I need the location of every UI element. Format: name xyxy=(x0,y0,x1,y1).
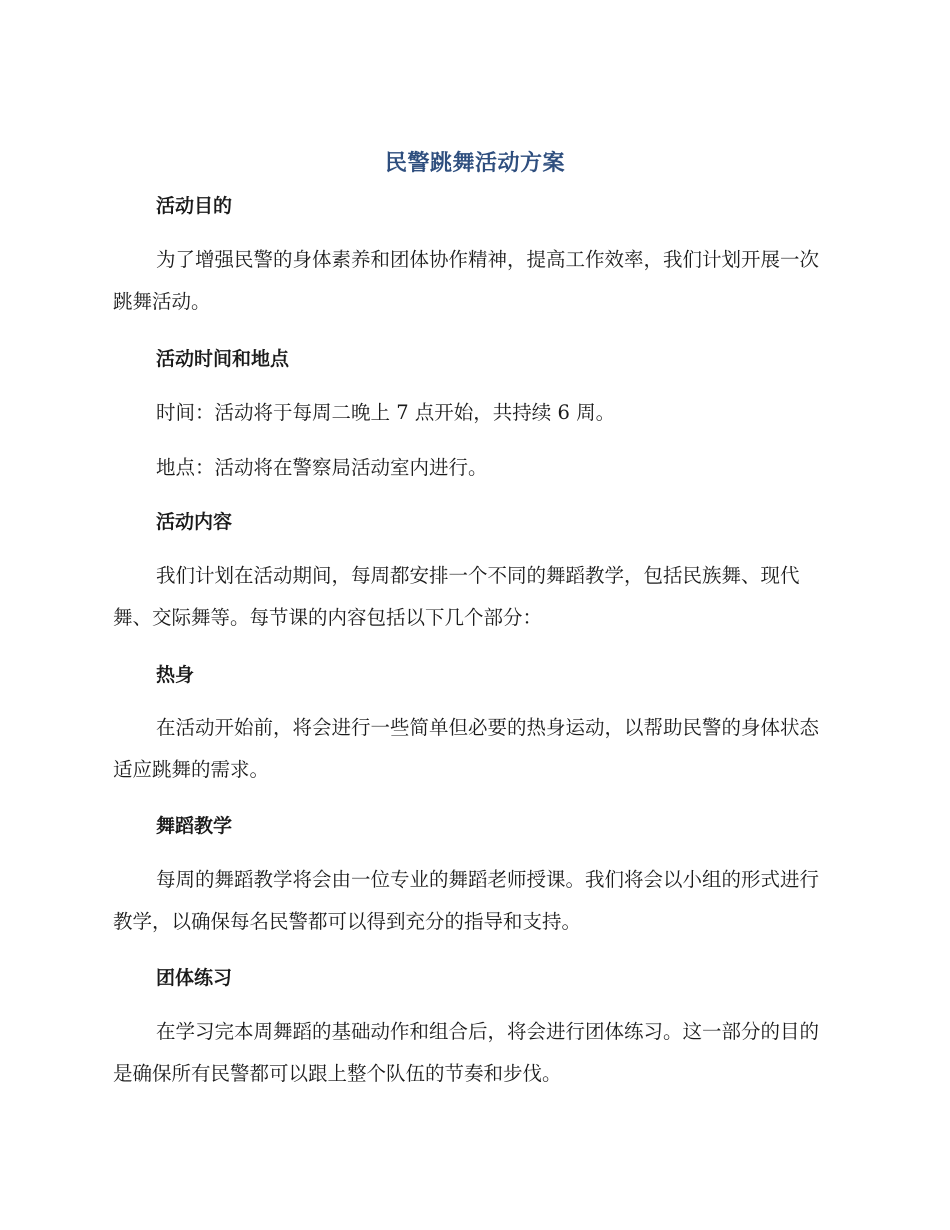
paragraph-content: 我们计划在活动期间，每周都安排一个不同的舞蹈教学，包括民族舞、现代舞、交际舞等。每节课的内容包括以下几个部分： xyxy=(113,564,800,629)
section-heading-content: 活动内容 xyxy=(156,511,233,533)
section-heading-dance-teaching: 舞蹈教学 xyxy=(156,815,233,837)
section-heading-group-practice: 团体练习 xyxy=(156,967,233,989)
paragraph-warmup: 在活动开始前，将会进行一些简单但必要的热身运动，以帮助民警的身体状态适应跳舞的需求。 xyxy=(113,716,820,781)
paragraph-place: 地点：活动将在警察局活动室内进行。 xyxy=(156,456,488,479)
paragraph-dance-teaching: 每周的舞蹈教学将会由一位专业的舞蹈老师授课。我们将会以小组的形式进行教学，以确保每名民警都可以得到充分的指导和支持。 xyxy=(113,868,820,933)
section-heading-purpose: 活动目的 xyxy=(156,195,233,217)
paragraph-group-practice: 在学习完本周舞蹈的基础动作和组合后，将会进行团体练习。这一部分的目的是确保所有民警都可以跟上整个队伍的节奏和步伐。 xyxy=(113,1020,820,1085)
section-heading-time-place: 活动时间和地点 xyxy=(156,348,290,370)
document-title: 民警跳舞活动方案 xyxy=(384,151,565,176)
section-heading-warmup: 热身 xyxy=(156,664,195,686)
paragraph-time: 时间：活动将于每周二晚上 7 点开始，共持续 6 周。 xyxy=(156,401,616,424)
paragraph-purpose: 为了增强民警的身体素养和团体协作精神，提高工作效率，我们计划开展一次跳舞活动。 xyxy=(113,248,820,313)
